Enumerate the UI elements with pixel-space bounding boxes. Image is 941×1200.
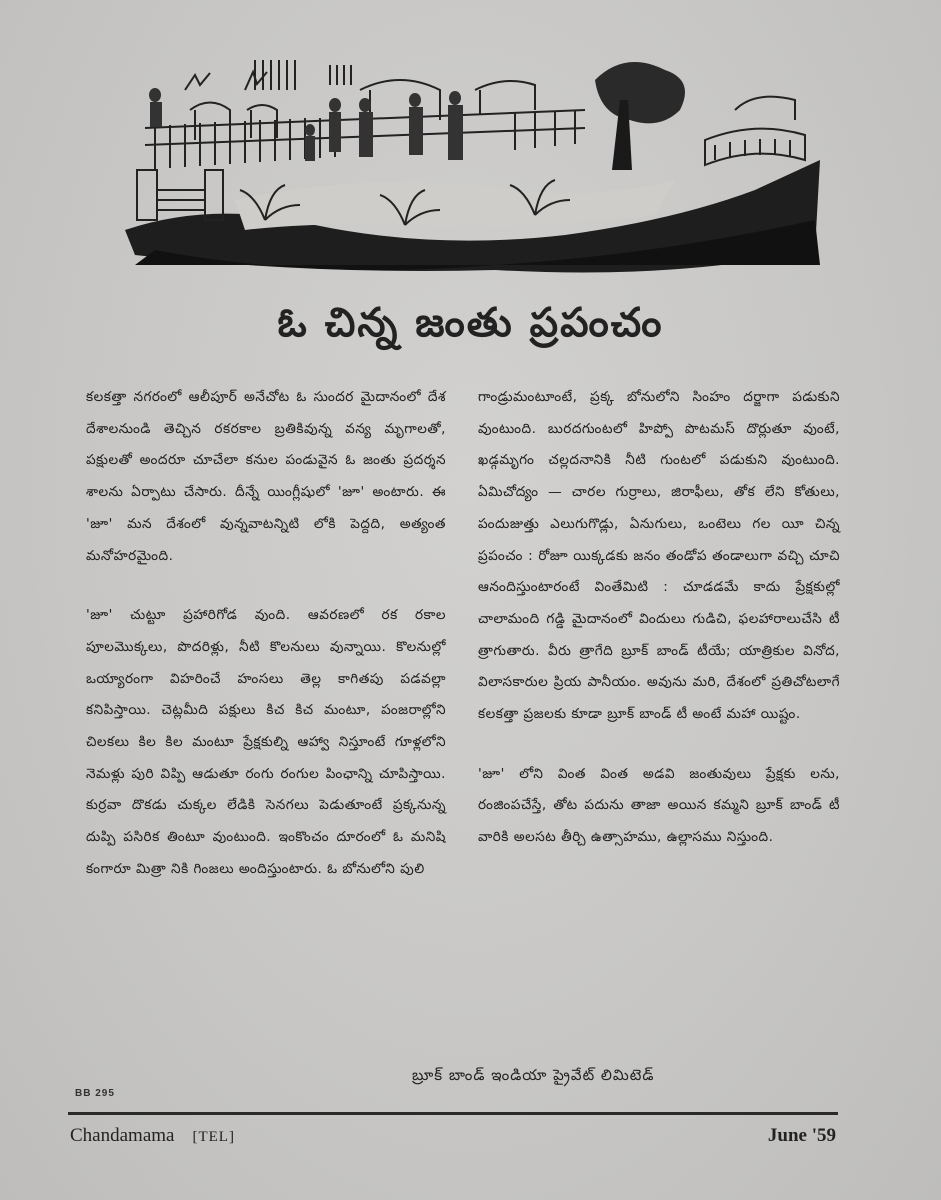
paragraph: కలకత్తా నగరంలో ఆలీపూర్ అనేచోట ఓ సుందర మైదానంలో దేశ దేశాలనుండి తెచ్చిన రకరకాల బ్రతికివున్న వన్య మృగాలతో, పక్షులతో అందరూ చూచేలా కనుల పండువైన ఓ జంతు ప్రదర్శన శాలను ఏర్పాటు చేసారు. దీన్నే యింగ్లీషులో 'జూ' అంటారు. ఈ 'జూ' మన దేశంలో వున్నవాటన్నిటి లోకి పెద్దది, అత్యంత మనోహరమైంది. <box>86 389 446 564</box>
ad-code: BB 295 <box>75 1088 115 1099</box>
paragraph: గాండ్రుమంటూంటే, ప్రక్క బోనులోని సింహం దర్జాగా పడుకుని వుంటుంది. బురదగుంటలో హిప్పో పొటమస్ దొర్లుతూ వుంటే, ఖడ్గమృగం చల్లదనానికి నీటి గుంటలో పడుకుని వుంటుంది. ఏమిచోద్యం — చారల గుర్రాలు, జిరాఫీలు, తోక లేని కోతులు, పందుజుత్తు ఎలుగుగొడ్లు, ఏనుగులు, ఒంటెలు గల యీ చిన్న ప్రపంచం : రోజూ యిక్కడకు జనం తండోప తండాలుగా వచ్చి చూచి ఆనందిస్తుంటారంటే వింతేమిటి : చూడడమే కాదు ప్రేక్షకుల్లో చాలామంది గడ్డి మైదానంలో విందులు గుడిచి, ఫలహారాలుచేసి టీ త్రాగుతారు. వీరు త్రాగేది బ్రూక్ బాండ్ టీయే; యాత్రికుల వినోద, విలాసకారుల ప్రియ పానీయం. అవును మరి, దేశంలో ప్రతిచోటలాగే కలకత్తా ప్రజలకు కూడా బ్రూక్ బాండ్ టీ అంటే మహా యిష్టం. <box>478 389 840 723</box>
article-title: ఓ చిన్న జంతు ప్రపంచం <box>277 300 664 346</box>
footer-rule <box>68 1112 838 1115</box>
footer-left <box>70 1125 235 1147</box>
issue-date: June '59 <box>767 1125 836 1146</box>
right-column <box>478 382 840 882</box>
left-column <box>86 382 446 914</box>
zoo-scene-illustration <box>115 50 830 275</box>
paragraph: 'జూ' చుట్టూ ప్రహారిగోడ వుంది. ఆవరణలో రక రకాల పూలమొక్కలు, పొదరిళ్లు, నీటి కొలనులు వున్నాయి. కొలనుల్లో ఒయ్యారంగా విహరించే హంసలు తెల్ల కాగితపు పడవల్లా కనిపిస్తాయి. చెట్లమీది పక్షులు కిచ కిచ మంటూ, పంజరాల్లోని చిలకలు కిల కిల మంటూ ప్రేక్షకుల్ని ఆహ్వా నిస్తూంటే గూళ్లలోని నెమళ్లు పురి విప్పి ఆడుతూ రంగు రంగుల పింఛాన్ని చూపిస్తాయి. కుర్రవా దొకడు చుక్కల లేడికి సెనగలు పెడుతూంటే ప్రక్కనున్న దుప్పి పసిరిక తింటూ వుంటుంది. ఇంకొంచం దూరంలో ఓ మనిషి కంగారూ మిత్రా నికి గింజలు అందిస్తుంటారు. ఓ బోనులోని పులి <box>86 607 446 877</box>
language-tag: [TEL] <box>192 1129 235 1145</box>
paragraph: 'జూ' లోని వింత వింత అడవి జంతువులు ప్రేక్షకు లను, రంజింపచేస్తే, తోట పదును తాజా అయిన కమ్మని బ్రూక్ బాండ్ టీ వారికి అలసట తీర్చి ఉత్సాహము, ఉల్లాసము నిస్తుంది. <box>478 765 840 846</box>
magazine-name: Chandamama <box>70 1125 175 1146</box>
advertiser-signature: బ్రూక్ బాండ్ ఇండియా ప్రైవేట్ లిమిటెడ్ <box>412 1066 655 1084</box>
